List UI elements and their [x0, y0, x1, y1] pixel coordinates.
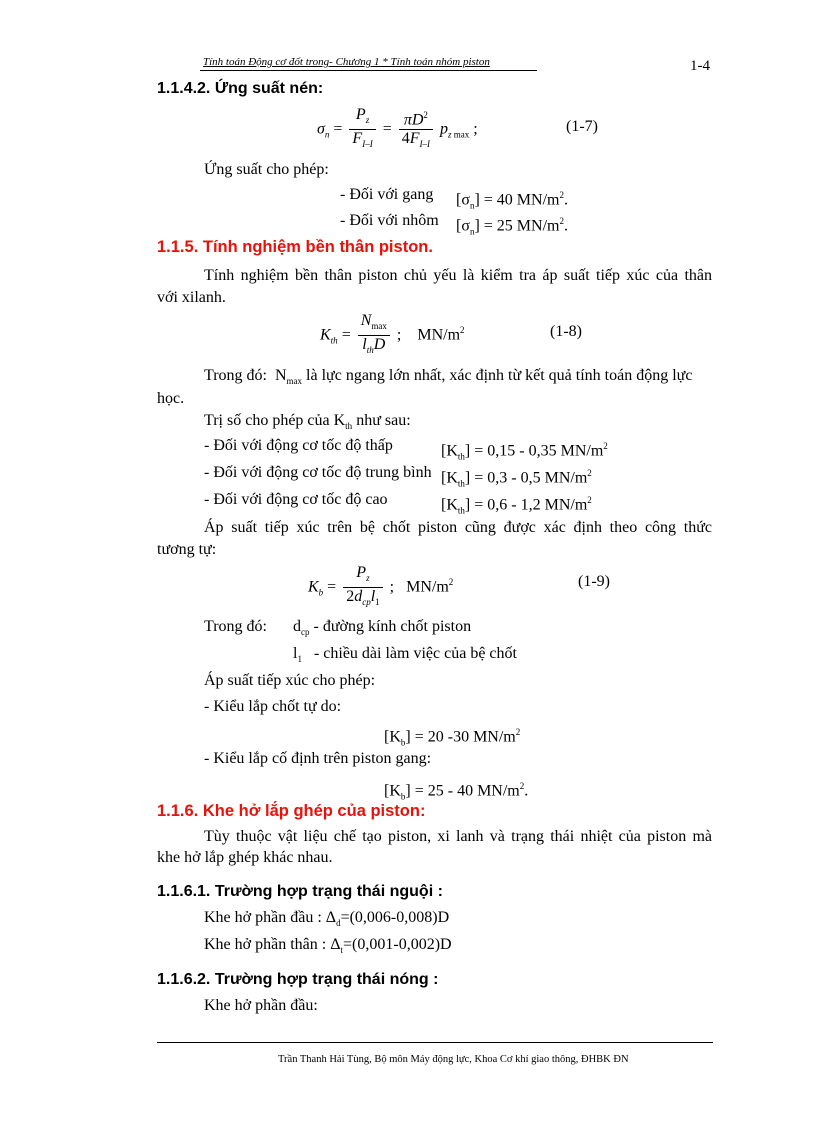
paragraph-1-1-5-line1: Tính nghiệm bền thân piston chủ yếu là kiểm tra áp suất tiếp xúc của thân — [204, 267, 712, 284]
kth-high-value: $[K_{th}] = 0,6 - 1,2$ $MN/m^2$ — [441, 495, 592, 516]
allowed-stress-label: Ứng suất cho phép: — [204, 161, 329, 178]
gang-stress-value: $[\sigma_n] = 40$ $MN/m^2$. — [456, 190, 568, 211]
heading-1-1-6-2: 1.1.6.2. Trường hợp trạng thái nóng : — [157, 971, 439, 988]
equation-1-8: $K_{th}$ = $\frac{N_{max}}{l_{th}D}$ ; $MN/m^2$ — [320, 312, 465, 356]
footer-text: Trần Thanh Hải Tùng, Bộ môn Máy động lực, Khoa Cơ khí giao thông, ĐHBK ĐN — [278, 1054, 629, 1065]
head-gap-cold-value: =(0,006-0,008)D — [340, 909, 450, 926]
paragraph-1-1-6-line1: Tùy thuộc vật liệu chế tạo piston, xi lanh và trạng thái nhiệt của piston mà — [204, 828, 712, 845]
kth-low-value-text: = 0,15 - 0,35 MN/m — [474, 442, 604, 460]
heading-1-1-6: 1.1.6. Khe hở lắp ghép của piston: — [157, 802, 426, 820]
nhom-label: - Đối với nhôm — [340, 212, 439, 229]
body-gap-cold-label: Khe hở phần thân : — [204, 936, 327, 953]
where2-label: Trong đó: — [204, 618, 267, 635]
nhom-value: = 25 MN/m — [483, 217, 560, 235]
where2-l1-text: - chiều dài làm việc của bệ chốt — [313, 645, 517, 662]
kth-mid-value-text: = 0,3 - 0,5 MN/m — [474, 469, 588, 487]
paragraph-1-1-5-line2: với xilanh. — [157, 289, 226, 306]
equation-number-1-7: (1-7) — [566, 118, 598, 135]
bearing-para-line1: Áp suất tiếp xúc trên bệ chốt piston cũng được xác định theo công thức — [204, 519, 712, 536]
nhom-stress-line — [340, 211, 439, 231]
gang-label: - Đối với gang — [340, 186, 434, 203]
body-gap-cold-value: =(0,001-0,002)D — [343, 936, 452, 953]
kth-mid-value: $[K_{th}] = 0,3 - 0,5$ $MN/m^2$ — [441, 468, 592, 489]
nhom-stress-value: $[\sigma_n] = 25$ $MN/m^2$. — [456, 216, 568, 237]
paragraph-1-1-6-line2: khe hở lắp ghép khác nhau. — [157, 849, 333, 866]
fixed-fit-value-text: = 25 - 40 MN/m — [414, 782, 520, 800]
heading-1-1-5: 1.1.5. Tính nghiệm bền thân piston. — [157, 238, 433, 256]
free-fit-value: $[K_b] = 20$ -30 $MN/m^2$ — [384, 727, 521, 748]
kth-low-value: $[K_{th}] = 0,15 - 0,35$ $MN/m^2$ — [441, 441, 608, 462]
kth-mid-label: - Đối với động cơ tốc độ trung bình — [204, 464, 432, 481]
equation-1-7: $\sigma_n$ = $\frac{P_z}{F_{I-I}}$ = $\frac{\pi D^2}{4F_{I-I}}$ $p_{z max}$ ; — [317, 106, 478, 150]
equation-1-8-unit: MN/m — [417, 326, 461, 344]
kth-high-value-text: = 0,6 - 1,2 MN/m — [474, 496, 588, 514]
fixed-fit-value: $[K_b] = 25 - 40$ $MN/m^2$. — [384, 781, 529, 802]
where-nmax-text: là lực ngang lớn nhất, xác định từ kết quả tính toán động lực — [306, 367, 693, 384]
gang-stress-line — [340, 185, 433, 205]
head-gap-cold: Khe hở phần đầu : $\Delta_d=(0,006-0,008)D$ — [204, 909, 450, 929]
running-header: Tính toán Động cơ đốt trong- Chương 1 * Tính toán nhóm piston — [203, 56, 490, 68]
body-gap-cold: Khe hở phần thân : $\Delta_t=(0,001-0,002)D$ — [204, 936, 452, 956]
free-fit-label: - Kiểu lắp chốt tự do: — [204, 698, 342, 715]
allowed2-label: Áp suất tiếp xúc cho phép: — [204, 672, 376, 689]
where-nmax-line2: học. — [157, 390, 185, 407]
fixed-fit-label: - Kiểu lắp cố định trên piston gang: — [204, 750, 432, 767]
page-number: 1-4 — [690, 58, 710, 74]
head-gap-hot-label: Khe hở phần đầu: — [204, 997, 318, 1014]
where2-dcp-text: - đường kính chốt piston — [313, 618, 472, 635]
free-fit-value-text: = 20 -30 MN/m — [414, 728, 516, 746]
equation-number-1-8: (1-8) — [550, 323, 582, 340]
header-rule — [200, 70, 537, 71]
bearing-para-line2: tương tự: — [157, 541, 217, 558]
head-gap-cold-label: Khe hở phần đầu : — [204, 909, 322, 926]
gang-value: = 40 MN/m — [483, 191, 560, 209]
allowed-kth-intro: Trị số cho phép của $K_{th}$ như sau: — [204, 412, 411, 432]
kth-low-label: - Đối với động cơ tốc độ thấp — [204, 437, 393, 454]
allowed-kth-intro-text: Trị số cho phép của K — [204, 412, 346, 429]
heading-1-1-6-1: 1.1.6.1. Trường hợp trạng thái nguội : — [157, 883, 443, 900]
footer-rule — [157, 1042, 713, 1043]
where-nmax-line1: Trong đó: $N_{max}$ là lực ngang lớn nhất, xác định từ kết quả tính toán động lực — [204, 367, 693, 387]
allowed-kth-intro-tail: như sau: — [356, 412, 411, 429]
kth-high-label: - Đối với động cơ tốc độ cao — [204, 491, 388, 508]
heading-1-1-4-2: 1.1.4.2. Ứng suất nén: — [157, 80, 324, 97]
where2-dcp: $d_{cp}$ - đường kính chốt piston — [293, 618, 472, 638]
equation-number-1-9: (1-9) — [578, 573, 610, 590]
equation-1-9-unit: MN/m — [406, 578, 449, 596]
where2-l1: $l_1$ - chiều dài làm việc của bệ chốt — [293, 645, 517, 665]
equation-1-9: $K_b$ = $\frac{P_z}{2d_{cp}l_1}$ ; $MN/m^2$ — [308, 564, 454, 608]
